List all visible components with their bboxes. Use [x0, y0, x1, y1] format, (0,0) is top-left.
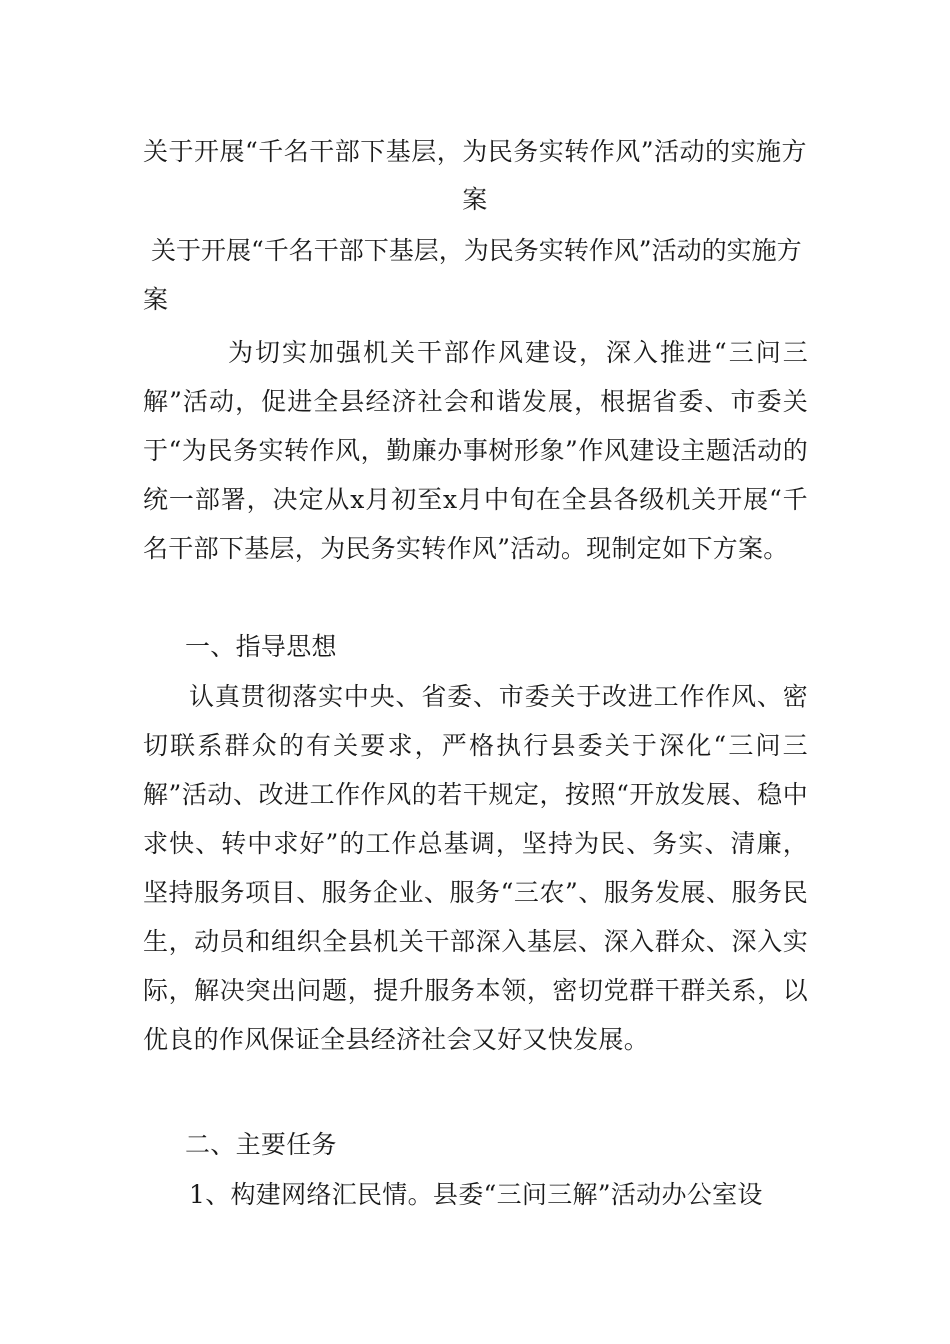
- guiding-ideology-paragraph: 认真贯彻落实中央、省委、市委关于改进工作作风、密切联系群众的有关要求，严格执行县委关于深化“三问三解”活动、改进工作作风的若干规定，按照“开放发展、稳中求快、转中求好”的工作总基调，坚持为民、务实、清廉，坚持服务项目、服务企业、服务“三农”、服务发展、服务民生，动员和组织全县机关干部深入基层、深入群众、深入实际，解决突出问题，提升服务本领，密切党群干群关系，以优良的作风保证全县经济社会又好又快发展。: [143, 682, 808, 1054]
- section-heading-guiding-ideology: 一、指导思想: [185, 632, 337, 661]
- intro-paragraph: 为切实加强机关干部作风建设，深入推进“三问三解”活动，促进全县经济社会和谐发展，根据省委、市委关于“为民务实转作风，勤廉办事树形象”作风建设主题活动的统一部署，决定从x月初至x月中旬在全县各级机关开展“千名干部下基层，为民务实转作风”活动。现制定如下方案。: [143, 338, 808, 563]
- document-title: 关于开展“千名干部下基层，为民务实转作风”活动的实施方案: [142, 137, 808, 214]
- document-subtitle: 关于开展“千名干部下基层，为民务实转作风”活动的实施方案: [143, 236, 802, 314]
- main-task-item-1: 1、构建网络汇民情。县委“三问三解”活动办公室设: [189, 1180, 763, 1209]
- section-heading-main-tasks: 二、主要任务: [185, 1130, 337, 1159]
